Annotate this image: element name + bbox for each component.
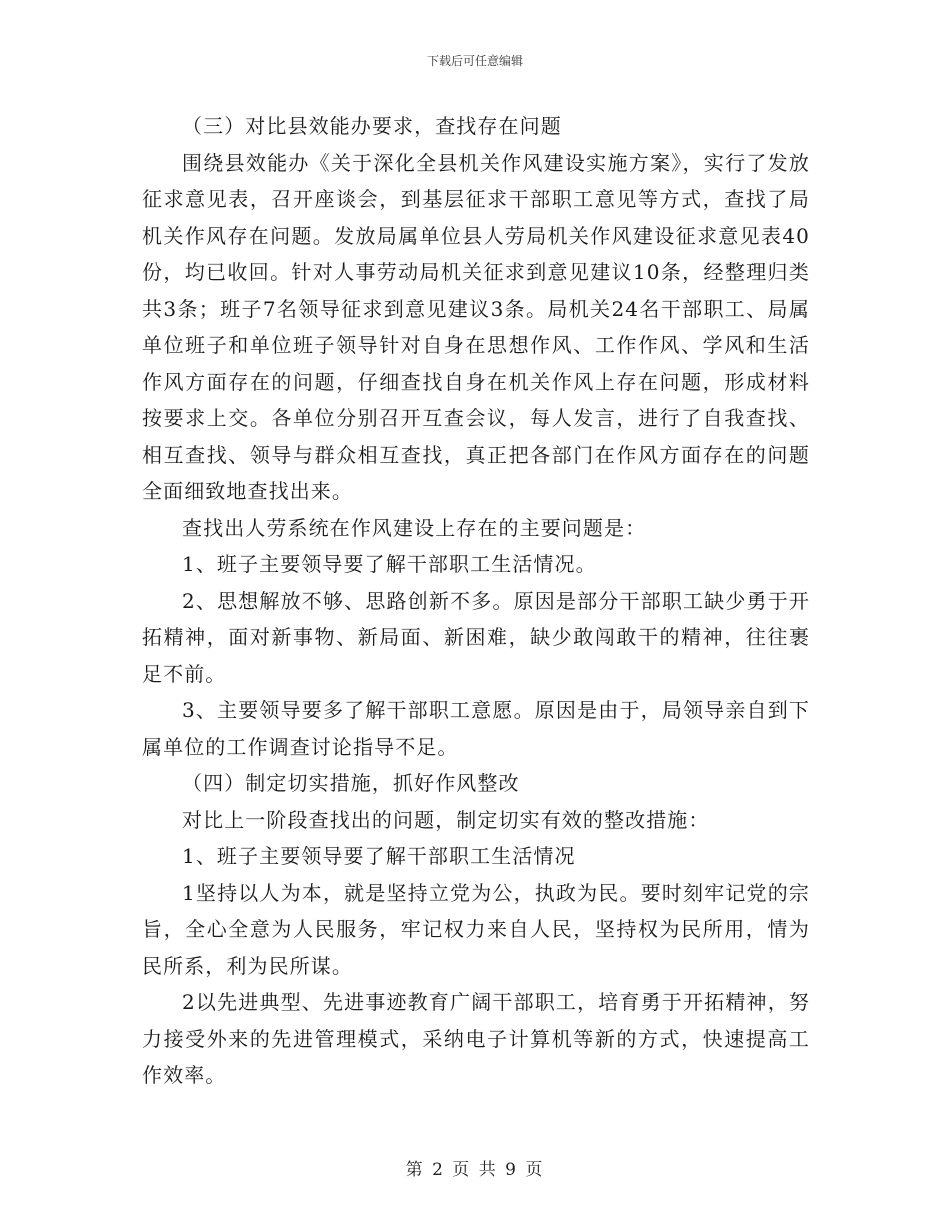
page-number: 第 2 页 共 9 页 (405, 1160, 545, 1180)
list-item: 1、班子主要领导要了解干部职工生活情况 (182, 844, 576, 868)
paragraph: 围绕县效能办《关于深化全县机关作风建设实施方案》，实行了发放征求意见表，召开座谈会，到基层征求干部职工意见等方式，查找了局机关作风存在问题。发放局属单位县人劳局机关作风建设征求意见表40份，均已收回。针对人事劳动局机关征求到意见建议10条，经整理归类共3条；班子7名领导征求到意见建议3条。局机关24名干部职工、局属单位班子和单位班子领导针对自身在思想作风、工作作风、学风和生活作风方面存在的问题，仔细查找自身在机关作风上存在问题，形成材料按要求上交。各单位分别召开互查会议，每人发言，进行了自我查找、相互查找、领导与群众相互查找，真正把各部门在作风方面存在的问题全面细致地查找出来。 (142, 150, 810, 503)
list-item: 1、班子主要领导要了解干部职工生活情况。 (182, 552, 597, 576)
list-item: 2以先进典型、先进事迹教育广阔干部职工，培育勇于开拓精神，努力接受外来的先进管理模式，采纳电子计算机等新的方式，快速提高工作效率。 (142, 990, 810, 1087)
list-item: 1坚持以人为本，就是坚持立党为公，执政为民。要时刻牢记党的宗旨，全心全意为人民服务，牢记权力来自人民，坚持权为民所用，情为民所系，利为民所谋。 (142, 880, 810, 978)
list-item: 2、思想解放不够、思路创新不多。原因是部分干部职工缺少勇于开拓精神，面对新事物、新局面、新困难，缺少敢闯敢干的精神，往往裹足不前。 (142, 588, 810, 686)
section-heading-4: （四）制定切实措施，抓好作风整改 (182, 771, 520, 795)
page-header: 下载后可任意编辑 (426, 54, 523, 68)
document-body (142, 108, 810, 1094)
paragraph: 查找出人劳系统在作风建设上存在的主要问题是： (182, 515, 647, 540)
paragraph: 对比上一阶段查找出的问题，制定切实有效的整改措施： (182, 807, 710, 832)
list-item: 3、主要领导要多了解干部职工意愿。原因是由于，局领导亲自到下属单位的工作调查讨论指导不足。 (142, 698, 810, 759)
section-heading-3: （三）对比县效能办要求，查找存在问题 (182, 114, 562, 138)
